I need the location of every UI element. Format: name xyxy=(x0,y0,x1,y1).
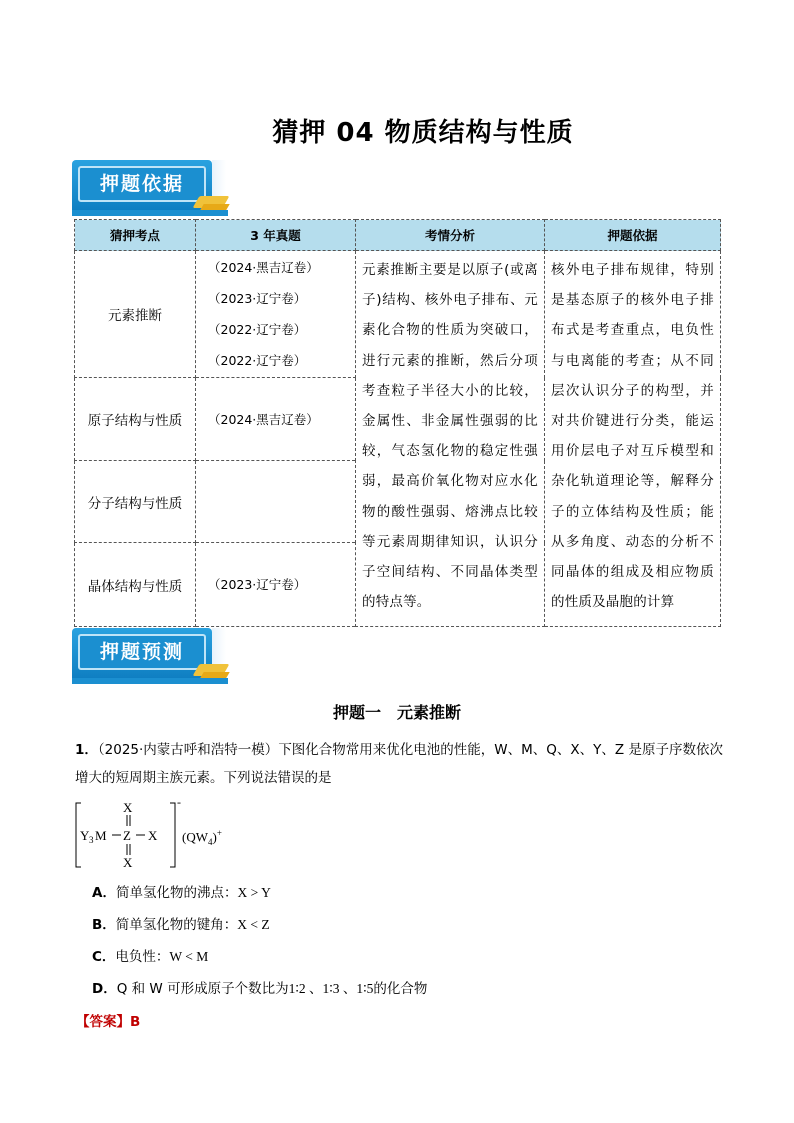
analysis-cell: 元素推断主要是以原子(或离子)结构、核外电子排布、元素化合物的性质为突破口，进行元素的推断，然后分项考查粒子半径大小的比较，金属性、非金属性强弱的比较，气态氢化物的稳定性强弱，最高价氧化物对应水化物的酸性强弱、熔沸点比较等元素周期律知识，认识分子空间结构、不同晶体类型的特点等。 xyxy=(356,251,545,627)
option-d[interactable]: D．Q 和 W 可形成原子个数比为1∶2 、1∶3 、1∶5的化合物 xyxy=(92,981,428,997)
question-source: （2025·内蒙古呼和浩特一模） xyxy=(97,742,279,758)
topic-cell: 分子结构与性质 xyxy=(75,461,196,543)
section-heading: 押题一 元素推断 xyxy=(332,703,461,722)
banner-label: 押题预测 xyxy=(99,641,184,663)
subscript: 3 xyxy=(89,835,94,845)
structure-formula xyxy=(74,795,324,871)
charge-label: - xyxy=(177,795,181,809)
basis-cell: 核外电子排布规律，特别是基态原子的核外电子排布式是考查重点，电负性与电离能的考查；从不同层次认识分子的构型，并对共价键进行分类，能运用价层电子对互斥模型和杂化轨道理论等，解释分子的立体结构及性质；能从多角度、动态的分析不同晶体的组成及相应物质的性质及晶胞的计算 xyxy=(545,251,721,627)
exam-basis-table xyxy=(74,219,721,627)
answer xyxy=(76,1010,140,1030)
atom-label: Y xyxy=(80,828,90,843)
cation-label: $(QW_4)^+$ xyxy=(182,828,222,847)
year-item: （2024·黑吉辽卷） xyxy=(208,260,319,275)
table-header: 押题依据 xyxy=(545,220,721,251)
section-banner-prediction xyxy=(72,628,228,686)
topic-cell: 晶体结构与性质 xyxy=(75,543,196,627)
table-row xyxy=(75,251,721,378)
atom-label: X xyxy=(123,855,133,870)
atom-label: M xyxy=(95,828,107,843)
answer-label: 【答案】 xyxy=(76,1014,130,1030)
question-stem xyxy=(75,736,725,792)
question-text: 增大的短周期主族元素。下列说法错误的是 xyxy=(75,770,332,786)
year-item: （2023·辽宁卷） xyxy=(208,577,307,592)
option-b[interactable]: B．简单氢化物的键角：X < Z xyxy=(92,917,270,933)
question-number: 1． xyxy=(75,742,98,758)
year-item: （2022·辽宁卷） xyxy=(208,353,307,368)
option-a[interactable]: A．简单氢化物的沸点：X > Y xyxy=(92,885,271,901)
option-c[interactable]: C．电负性：W < M xyxy=(92,949,209,965)
year-item: （2023·辽宁卷） xyxy=(208,291,307,306)
years-cell xyxy=(196,543,356,627)
table-header: 猜押考点 xyxy=(75,220,196,251)
banner-label: 押题依据 xyxy=(99,173,184,195)
atom-label: X xyxy=(148,828,158,843)
table-header: 考情分析 xyxy=(356,220,545,251)
topic-cell: 原子结构与性质 xyxy=(75,378,196,461)
year-item: （2024·黑吉辽卷） xyxy=(208,411,319,427)
years-cell xyxy=(196,378,356,461)
atom-label: Z xyxy=(123,828,131,843)
table-header: 3 年真题 xyxy=(196,220,356,251)
answer-value: B xyxy=(130,1014,141,1030)
table-header-row xyxy=(75,220,721,251)
topic-cell: 元素推断 xyxy=(75,251,196,378)
year-item: （2022·辽宁卷） xyxy=(208,322,307,337)
section-banner-basis xyxy=(72,160,228,218)
page-title: 猜押 04 物质结构与性质 xyxy=(272,118,574,148)
atom-label: X xyxy=(123,800,133,815)
years-cell xyxy=(196,251,356,378)
question-text: 下图化合物常用来优化电池的性能，W、M、Q、X、Y、Z 是原子序数依次 xyxy=(278,742,723,758)
years-cell xyxy=(196,461,356,543)
